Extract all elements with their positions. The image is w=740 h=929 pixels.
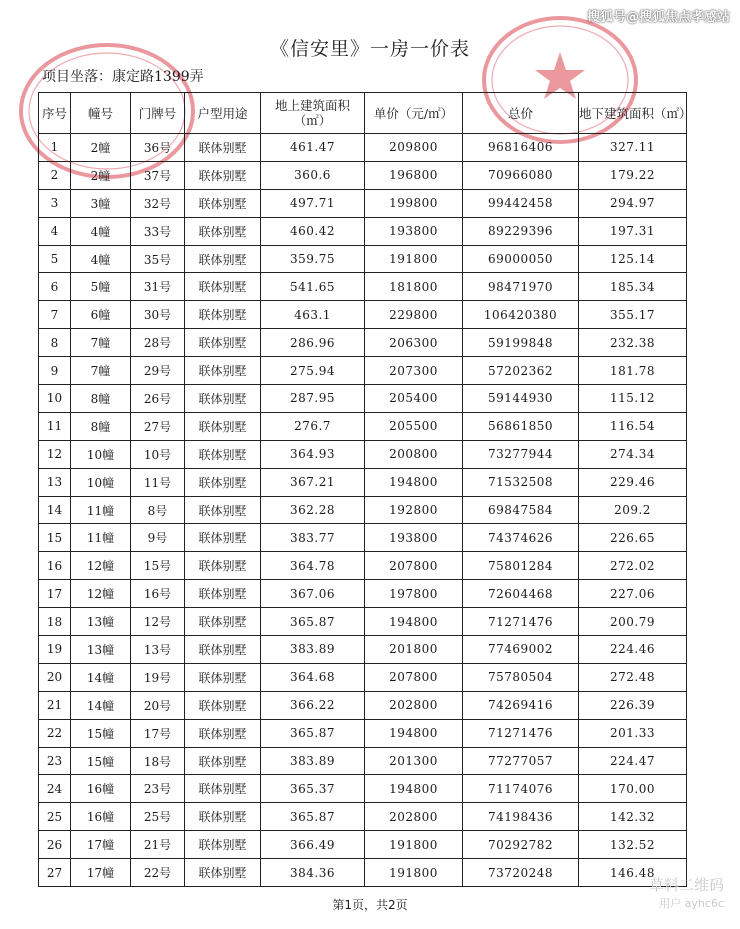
cell-unit-price: 197800 (365, 580, 463, 608)
cell-door-number: 18号 (131, 747, 185, 775)
cell-unit-use: 联体别墅 (185, 440, 261, 468)
cell-unit-price: 201300 (365, 747, 463, 775)
cell-unit-price: 191800 (365, 831, 463, 859)
cell-seq: 16 (39, 552, 71, 580)
cell-building: 4幢 (71, 217, 131, 245)
cell-total-price: 73720248 (463, 859, 579, 887)
table-row (39, 189, 687, 217)
cell-door-number: 12号 (131, 608, 185, 636)
cell-unit-price: 205500 (365, 412, 463, 440)
cell-unit-use: 联体别墅 (185, 663, 261, 691)
cell-underground-area: 355.17 (579, 301, 687, 329)
cell-building: 7幢 (71, 329, 131, 357)
cell-door-number: 10号 (131, 440, 185, 468)
watermark-bottom-line1: 草料二维码 (648, 876, 724, 894)
cell-underground-area: 327.11 (579, 134, 687, 162)
cell-seq: 20 (39, 663, 71, 691)
cell-unit-price: 207300 (365, 357, 463, 385)
cell-door-number: 28号 (131, 329, 185, 357)
cell-unit-price: 191800 (365, 245, 463, 273)
cell-door-number: 26号 (131, 385, 185, 413)
cell-above-ground-area: 383.89 (261, 747, 365, 775)
cell-unit-use: 联体别墅 (185, 803, 261, 831)
cell-underground-area: 227.06 (579, 580, 687, 608)
cell-underground-area: 170.00 (579, 775, 687, 803)
table-row (39, 357, 687, 385)
cell-door-number: 11号 (131, 468, 185, 496)
cell-total-price: 56861850 (463, 412, 579, 440)
cell-door-number: 27号 (131, 412, 185, 440)
cell-seq: 4 (39, 217, 71, 245)
cell-total-price: 74198436 (463, 803, 579, 831)
cell-unit-price: 194800 (365, 468, 463, 496)
cell-underground-area: 201.33 (579, 719, 687, 747)
cell-unit-use: 联体别墅 (185, 608, 261, 636)
cell-building: 10幢 (71, 468, 131, 496)
cell-above-ground-area: 287.95 (261, 385, 365, 413)
cell-door-number: 19号 (131, 663, 185, 691)
header-seq: 序号 (39, 93, 71, 134)
table-row (39, 803, 687, 831)
table-row (39, 831, 687, 859)
cell-underground-area: 209.2 (579, 496, 687, 524)
cell-underground-area: 272.02 (579, 552, 687, 580)
cell-door-number: 20号 (131, 691, 185, 719)
cell-seq: 22 (39, 719, 71, 747)
cell-door-number: 33号 (131, 217, 185, 245)
cell-total-price: 74269416 (463, 691, 579, 719)
table-row (39, 329, 687, 357)
watermark-top: 搜狐号@搜狐焦点孝感站 (586, 10, 730, 25)
cell-door-number: 13号 (131, 636, 185, 664)
cell-above-ground-area: 276.7 (261, 412, 365, 440)
table-row (39, 636, 687, 664)
cell-underground-area: 181.78 (579, 357, 687, 385)
cell-unit-use: 联体别墅 (185, 134, 261, 162)
cell-above-ground-area: 364.93 (261, 440, 365, 468)
cell-unit-price: 193800 (365, 217, 463, 245)
cell-building: 13幢 (71, 608, 131, 636)
cell-total-price: 69000050 (463, 245, 579, 273)
table-row (39, 552, 687, 580)
cell-above-ground-area: 367.06 (261, 580, 365, 608)
cell-underground-area: 229.46 (579, 468, 687, 496)
cell-unit-use: 联体别墅 (185, 217, 261, 245)
table-row (39, 524, 687, 552)
cell-unit-use: 联体别墅 (185, 636, 261, 664)
cell-total-price: 98471970 (463, 273, 579, 301)
cell-seq: 21 (39, 691, 71, 719)
watermark-bottom-line2: 用户 ayhc6c (659, 897, 724, 910)
cell-unit-price: 192800 (365, 496, 463, 524)
cell-building: 15幢 (71, 719, 131, 747)
cell-unit-price: 209800 (365, 134, 463, 162)
cell-unit-use: 联体别墅 (185, 859, 261, 887)
cell-underground-area: 232.38 (579, 329, 687, 357)
cell-unit-price: 194800 (365, 719, 463, 747)
cell-seq: 9 (39, 357, 71, 385)
cell-underground-area: 116.54 (579, 412, 687, 440)
cell-building: 16幢 (71, 775, 131, 803)
cell-door-number: 21号 (131, 831, 185, 859)
cell-seq: 5 (39, 245, 71, 273)
cell-underground-area: 115.12 (579, 385, 687, 413)
cell-unit-use: 联体别墅 (185, 273, 261, 301)
table-row (39, 859, 687, 887)
cell-total-price: 71174076 (463, 775, 579, 803)
cell-unit-use: 联体别墅 (185, 161, 261, 189)
cell-seq: 8 (39, 329, 71, 357)
cell-door-number: 31号 (131, 273, 185, 301)
cell-underground-area: 125.14 (579, 245, 687, 273)
cell-total-price: 96816406 (463, 134, 579, 162)
table-row (39, 775, 687, 803)
table-row (39, 412, 687, 440)
cell-total-price: 106420380 (463, 301, 579, 329)
cell-seq: 14 (39, 496, 71, 524)
cell-unit-price: 194800 (365, 608, 463, 636)
cell-door-number: 16号 (131, 580, 185, 608)
cell-total-price: 74374626 (463, 524, 579, 552)
cell-above-ground-area: 362.28 (261, 496, 365, 524)
cell-seq: 18 (39, 608, 71, 636)
cell-seq: 24 (39, 775, 71, 803)
cell-unit-price: 206300 (365, 329, 463, 357)
table-row (39, 134, 687, 162)
cell-total-price: 70292782 (463, 831, 579, 859)
cell-unit-use: 联体别墅 (185, 245, 261, 273)
cell-seq: 13 (39, 468, 71, 496)
cell-unit-price: 196800 (365, 161, 463, 189)
cell-above-ground-area: 359.75 (261, 245, 365, 273)
cell-door-number: 15号 (131, 552, 185, 580)
cell-unit-use: 联体别墅 (185, 775, 261, 803)
cell-above-ground-area: 384.36 (261, 859, 365, 887)
cell-unit-price: 201800 (365, 636, 463, 664)
cell-above-ground-area: 366.49 (261, 831, 365, 859)
cell-seq: 7 (39, 301, 71, 329)
cell-door-number: 8号 (131, 496, 185, 524)
cell-seq: 11 (39, 412, 71, 440)
cell-door-number: 32号 (131, 189, 185, 217)
table-row (39, 217, 687, 245)
cell-seq: 10 (39, 385, 71, 413)
cell-building: 2幢 (71, 134, 131, 162)
header-above-ground-area: 地上建筑面积（㎡） (261, 93, 365, 134)
watermark-bottom (649, 874, 724, 911)
table-row (39, 496, 687, 524)
header-building: 幢号 (71, 93, 131, 134)
cell-underground-area: 274.34 (579, 440, 687, 468)
cell-building: 14幢 (71, 663, 131, 691)
cell-door-number: 36号 (131, 134, 185, 162)
cell-door-number: 22号 (131, 859, 185, 887)
cell-above-ground-area: 286.96 (261, 329, 365, 357)
cell-unit-use: 联体别墅 (185, 524, 261, 552)
project-location: 项目坐落：康定路1399弄 (42, 69, 204, 85)
cell-above-ground-area: 461.47 (261, 134, 365, 162)
cell-above-ground-area: 364.68 (261, 663, 365, 691)
cell-underground-area: 294.97 (579, 189, 687, 217)
header-unit-price: 单价（元/㎡） (365, 93, 463, 134)
cell-total-price: 71532508 (463, 468, 579, 496)
cell-total-price: 89229396 (463, 217, 579, 245)
cell-total-price: 57202362 (463, 357, 579, 385)
cell-above-ground-area: 463.1 (261, 301, 365, 329)
page-title: 《信安里》一房一价表 (269, 38, 470, 60)
cell-underground-area: 200.79 (579, 608, 687, 636)
cell-unit-price: 229800 (365, 301, 463, 329)
cell-unit-price: 202800 (365, 691, 463, 719)
table-row (39, 245, 687, 273)
cell-total-price: 77277057 (463, 747, 579, 775)
cell-unit-use: 联体别墅 (185, 552, 261, 580)
cell-total-price: 75801284 (463, 552, 579, 580)
cell-seq: 23 (39, 747, 71, 775)
cell-building: 7幢 (71, 357, 131, 385)
table-row (39, 273, 687, 301)
cell-door-number: 23号 (131, 775, 185, 803)
cell-total-price: 73277944 (463, 440, 579, 468)
cell-unit-price: 202800 (365, 803, 463, 831)
table-row (39, 440, 687, 468)
cell-building: 12幢 (71, 552, 131, 580)
cell-above-ground-area: 365.87 (261, 608, 365, 636)
cell-underground-area: 142.32 (579, 803, 687, 831)
cell-seq: 26 (39, 831, 71, 859)
cell-underground-area: 197.31 (579, 217, 687, 245)
cell-seq: 15 (39, 524, 71, 552)
cell-building: 15幢 (71, 747, 131, 775)
table-row (39, 468, 687, 496)
cell-above-ground-area: 497.71 (261, 189, 365, 217)
cell-seq: 6 (39, 273, 71, 301)
price-table (38, 92, 692, 887)
cell-door-number: 29号 (131, 357, 185, 385)
cell-total-price: 72604468 (463, 580, 579, 608)
table-row (39, 663, 687, 691)
cell-above-ground-area: 360.6 (261, 161, 365, 189)
cell-building: 6幢 (71, 301, 131, 329)
cell-unit-price: 199800 (365, 189, 463, 217)
cell-unit-use: 联体别墅 (185, 691, 261, 719)
cell-unit-use: 联体别墅 (185, 385, 261, 413)
cell-underground-area: 224.46 (579, 636, 687, 664)
cell-unit-price: 193800 (365, 524, 463, 552)
cell-above-ground-area: 541.65 (261, 273, 365, 301)
cell-underground-area: 185.34 (579, 273, 687, 301)
table-row (39, 385, 687, 413)
cell-underground-area: 226.39 (579, 691, 687, 719)
cell-underground-area: 179.22 (579, 161, 687, 189)
table-body (39, 134, 687, 887)
header-total-price: 总价 (463, 93, 579, 134)
cell-above-ground-area: 367.21 (261, 468, 365, 496)
cell-building: 12幢 (71, 580, 131, 608)
cell-underground-area: 132.52 (579, 831, 687, 859)
cell-above-ground-area: 383.89 (261, 636, 365, 664)
page-footer: 第1页，共2页 (332, 898, 408, 912)
header-underground-area: 地下建筑面积（㎡） (579, 93, 687, 134)
cell-unit-use: 联体别墅 (185, 357, 261, 385)
cell-building: 8幢 (71, 385, 131, 413)
cell-above-ground-area: 460.42 (261, 217, 365, 245)
cell-seq: 2 (39, 161, 71, 189)
cell-building: 4幢 (71, 245, 131, 273)
cell-underground-area: 224.47 (579, 747, 687, 775)
cell-unit-price: 191800 (365, 859, 463, 887)
cell-building: 17幢 (71, 859, 131, 887)
cell-building: 17幢 (71, 831, 131, 859)
cell-total-price: 99442458 (463, 189, 579, 217)
cell-unit-price: 200800 (365, 440, 463, 468)
cell-door-number: 17号 (131, 719, 185, 747)
cell-building: 8幢 (71, 412, 131, 440)
cell-unit-price: 194800 (365, 775, 463, 803)
cell-above-ground-area: 365.87 (261, 719, 365, 747)
cell-total-price: 75780504 (463, 663, 579, 691)
cell-total-price: 77469002 (463, 636, 579, 664)
cell-total-price: 70966080 (463, 161, 579, 189)
header-unit-use: 户型用途 (185, 93, 261, 134)
cell-seq: 19 (39, 636, 71, 664)
table-row (39, 747, 687, 775)
cell-above-ground-area: 383.77 (261, 524, 365, 552)
cell-seq: 27 (39, 859, 71, 887)
table-row (39, 580, 687, 608)
cell-unit-use: 联体别墅 (185, 831, 261, 859)
cell-unit-use: 联体别墅 (185, 301, 261, 329)
cell-unit-use: 联体别墅 (185, 747, 261, 775)
cell-seq: 25 (39, 803, 71, 831)
cell-above-ground-area: 275.94 (261, 357, 365, 385)
cell-building: 3幢 (71, 189, 131, 217)
cell-building: 10幢 (71, 440, 131, 468)
cell-building: 5幢 (71, 273, 131, 301)
cell-door-number: 37号 (131, 161, 185, 189)
cell-above-ground-area: 365.87 (261, 803, 365, 831)
cell-total-price: 71271476 (463, 608, 579, 636)
cell-unit-use: 联体别墅 (185, 468, 261, 496)
cell-building: 11幢 (71, 524, 131, 552)
cell-building: 16幢 (71, 803, 131, 831)
cell-unit-use: 联体别墅 (185, 329, 261, 357)
table-row (39, 161, 687, 189)
cell-building: 13幢 (71, 636, 131, 664)
table-row (39, 301, 687, 329)
cell-above-ground-area: 365.37 (261, 775, 365, 803)
cell-unit-price: 181800 (365, 273, 463, 301)
table-row (39, 719, 687, 747)
cell-building: 2幢 (71, 161, 131, 189)
cell-seq: 17 (39, 580, 71, 608)
cell-unit-use: 联体别墅 (185, 412, 261, 440)
cell-above-ground-area: 364.78 (261, 552, 365, 580)
cell-seq: 12 (39, 440, 71, 468)
cell-above-ground-area: 366.22 (261, 691, 365, 719)
cell-door-number: 9号 (131, 524, 185, 552)
cell-total-price: 69847584 (463, 496, 579, 524)
cell-underground-area: 272.48 (579, 663, 687, 691)
cell-unit-price: 207800 (365, 552, 463, 580)
cell-door-number: 25号 (131, 803, 185, 831)
cell-unit-price: 207800 (365, 663, 463, 691)
cell-door-number: 30号 (131, 301, 185, 329)
cell-unit-use: 联体别墅 (185, 580, 261, 608)
cell-seq: 1 (39, 134, 71, 162)
cell-building: 14幢 (71, 691, 131, 719)
cell-total-price: 59199848 (463, 329, 579, 357)
header-door-number: 门牌号 (131, 93, 185, 134)
cell-unit-use: 联体别墅 (185, 496, 261, 524)
table-row (39, 691, 687, 719)
cell-building: 11幢 (71, 496, 131, 524)
cell-unit-use: 联体别墅 (185, 719, 261, 747)
cell-total-price: 71271476 (463, 719, 579, 747)
cell-underground-area: 226.65 (579, 524, 687, 552)
cell-seq: 3 (39, 189, 71, 217)
table-header-row (39, 93, 687, 134)
cell-total-price: 59144930 (463, 385, 579, 413)
cell-underground-area: 146.48 (579, 859, 687, 887)
cell-unit-use: 联体别墅 (185, 189, 261, 217)
table-row (39, 608, 687, 636)
cell-door-number: 35号 (131, 245, 185, 273)
cell-unit-price: 205400 (365, 385, 463, 413)
